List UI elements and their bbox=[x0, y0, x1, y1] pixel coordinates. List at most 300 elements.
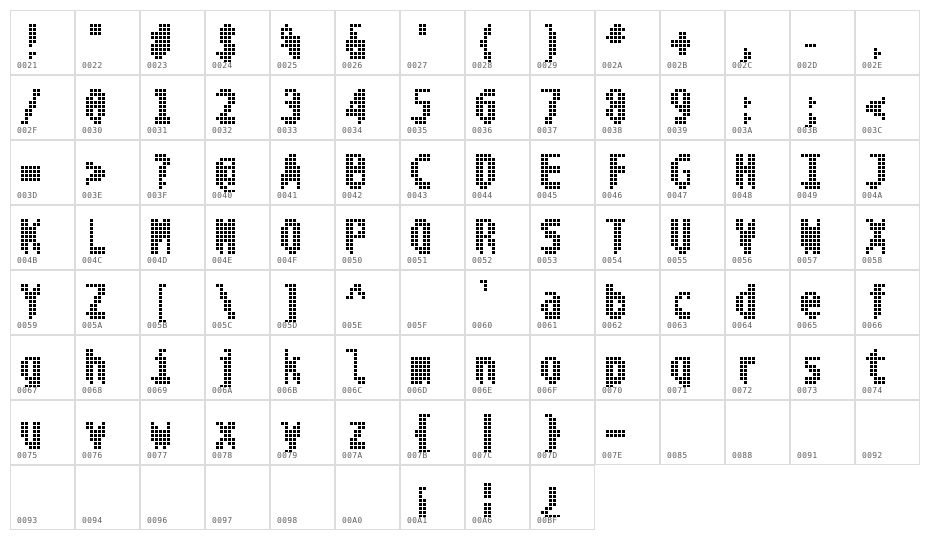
glyph-dot bbox=[293, 312, 296, 315]
glyph-dot bbox=[224, 235, 227, 238]
glyph-dot bbox=[610, 162, 613, 165]
glyph-codepoint: 0057 bbox=[797, 256, 818, 265]
glyph-dot bbox=[86, 365, 89, 368]
glyph-codepoint: 0024 bbox=[212, 61, 233, 70]
glyph-dot bbox=[480, 154, 483, 157]
glyph-dot bbox=[549, 101, 552, 104]
glyph-dot bbox=[549, 300, 552, 303]
glyph-dot bbox=[870, 353, 873, 356]
glyph-dot bbox=[423, 422, 426, 425]
glyph-dot bbox=[805, 243, 808, 246]
glyph-preview bbox=[145, 274, 175, 322]
glyph-dot bbox=[801, 300, 804, 303]
glyph-dot bbox=[480, 170, 483, 173]
glyph-dot bbox=[98, 113, 101, 116]
glyph-dot bbox=[870, 105, 873, 108]
glyph-dot bbox=[809, 101, 812, 104]
glyph-dot bbox=[346, 44, 349, 47]
glyph-dot bbox=[557, 369, 560, 372]
glyph-dot bbox=[683, 223, 686, 226]
glyph-dot bbox=[25, 170, 28, 173]
glyph-dot bbox=[293, 117, 296, 120]
glyph-dot bbox=[163, 349, 166, 352]
glyph-dot bbox=[220, 28, 223, 31]
glyph-dot bbox=[870, 101, 873, 104]
glyph-dot bbox=[102, 174, 105, 177]
glyph-dot bbox=[675, 97, 678, 100]
glyph-dot bbox=[809, 312, 812, 315]
glyph-preview bbox=[15, 274, 45, 322]
glyph-dot bbox=[228, 235, 231, 238]
glyph-dot bbox=[748, 361, 751, 364]
glyph-dot bbox=[740, 377, 743, 380]
glyph-dot bbox=[90, 422, 93, 425]
glyph-dot bbox=[675, 369, 678, 372]
glyph-dot bbox=[675, 247, 678, 250]
glyph-dot bbox=[224, 89, 227, 92]
glyph-dot bbox=[289, 308, 292, 311]
glyph-dot bbox=[813, 377, 816, 380]
glyph-dot bbox=[362, 170, 365, 173]
glyph-dot bbox=[736, 227, 739, 230]
glyph-dot bbox=[297, 56, 300, 59]
glyph-dot bbox=[744, 166, 747, 169]
glyph-dot bbox=[809, 227, 812, 230]
glyph-dot bbox=[870, 182, 873, 185]
glyph-dot bbox=[675, 178, 678, 181]
glyph-dot bbox=[228, 117, 231, 120]
glyph-dot bbox=[744, 105, 747, 108]
glyph-dot bbox=[606, 357, 609, 360]
glyph-dot bbox=[293, 44, 296, 47]
glyph-dot bbox=[817, 300, 820, 303]
glyph-dot bbox=[293, 154, 296, 157]
glyph-dot bbox=[488, 28, 491, 31]
glyph-dot bbox=[285, 284, 288, 287]
glyph-dot bbox=[809, 113, 812, 116]
glyph-dot bbox=[281, 186, 284, 189]
glyph-dot bbox=[874, 288, 877, 291]
glyph-dot bbox=[427, 182, 430, 185]
glyph-dot bbox=[346, 48, 349, 51]
glyph-dot bbox=[285, 219, 288, 222]
glyph-codepoint: 0078 bbox=[212, 451, 233, 460]
glyph-dot bbox=[679, 109, 682, 112]
glyph-dot bbox=[37, 442, 40, 445]
glyph-dot bbox=[297, 52, 300, 55]
glyph-dot bbox=[878, 377, 881, 380]
glyph-dot bbox=[358, 186, 361, 189]
glyph-cell bbox=[725, 400, 790, 465]
glyph-dot bbox=[675, 101, 678, 104]
glyph-dot bbox=[423, 227, 426, 230]
glyph-dot bbox=[102, 312, 105, 315]
glyph-codepoint: 007B bbox=[407, 451, 428, 460]
glyph-dot bbox=[102, 434, 105, 437]
glyph-dot bbox=[37, 223, 40, 226]
glyph-dot bbox=[683, 182, 686, 185]
glyph-dot bbox=[805, 231, 808, 234]
glyph-dot bbox=[801, 243, 804, 246]
glyph-dot bbox=[874, 113, 877, 116]
glyph-dot bbox=[610, 28, 613, 31]
glyph-dot bbox=[606, 93, 609, 96]
glyph-dot bbox=[740, 357, 743, 360]
glyph-dot bbox=[427, 369, 430, 372]
glyph-dot bbox=[610, 113, 613, 116]
glyph-dot bbox=[362, 446, 365, 449]
glyph-codepoint: 0028 bbox=[472, 61, 493, 70]
glyph-dot bbox=[882, 158, 885, 161]
glyph-dot bbox=[748, 227, 751, 230]
glyph-dot bbox=[813, 154, 816, 157]
glyph-dot bbox=[813, 296, 816, 299]
glyph-codepoint: 004C bbox=[82, 256, 103, 265]
glyph-dot bbox=[228, 48, 231, 51]
glyph-dot bbox=[159, 170, 162, 173]
glyph-preview bbox=[600, 79, 630, 127]
glyph-dot bbox=[545, 166, 548, 169]
glyph-dot bbox=[683, 381, 686, 384]
glyph-dot bbox=[553, 251, 556, 254]
glyph-dot bbox=[488, 495, 491, 498]
glyph-dot bbox=[740, 170, 743, 173]
glyph-dot bbox=[159, 288, 162, 291]
glyph-dot bbox=[297, 40, 300, 43]
glyph-dot bbox=[29, 28, 32, 31]
glyph-dot bbox=[415, 97, 418, 100]
glyph-dot bbox=[94, 300, 97, 303]
glyph-dot bbox=[220, 89, 223, 92]
glyph-dot bbox=[285, 369, 288, 372]
glyph-dot bbox=[159, 361, 162, 364]
glyph-dot bbox=[687, 369, 690, 372]
glyph-dot bbox=[736, 223, 739, 226]
glyph-dot bbox=[484, 235, 487, 238]
glyph-dot bbox=[86, 353, 89, 356]
glyph-dot bbox=[752, 158, 755, 161]
glyph-dot bbox=[289, 247, 292, 250]
glyph-dot bbox=[350, 239, 353, 242]
glyph-dot bbox=[216, 284, 219, 287]
glyph-dot bbox=[427, 113, 430, 116]
glyph-codepoint: 0036 bbox=[472, 126, 493, 135]
glyph-dot bbox=[614, 32, 617, 35]
glyph-dot bbox=[423, 158, 426, 161]
glyph-dot bbox=[167, 438, 170, 441]
glyph-dot bbox=[216, 446, 219, 449]
glyph-dot bbox=[675, 231, 678, 234]
glyph-cell bbox=[595, 75, 660, 140]
glyph-dot bbox=[285, 430, 288, 433]
glyph-dot bbox=[362, 231, 365, 234]
glyph-dot bbox=[427, 381, 430, 384]
glyph-dot bbox=[285, 426, 288, 429]
glyph-dot bbox=[346, 349, 349, 352]
glyph-dot bbox=[293, 369, 296, 372]
glyph-dot bbox=[358, 40, 361, 43]
glyph-dot bbox=[687, 239, 690, 242]
glyph-dot bbox=[98, 101, 101, 104]
glyph-dot bbox=[232, 170, 235, 173]
glyph-cell bbox=[10, 10, 75, 75]
glyph-dot bbox=[151, 426, 154, 429]
glyph-preview bbox=[795, 144, 825, 192]
glyph-dot bbox=[476, 182, 479, 185]
glyph-dot bbox=[545, 247, 548, 250]
glyph-dot bbox=[21, 178, 24, 181]
glyph-dot bbox=[285, 162, 288, 165]
glyph-dot bbox=[480, 113, 483, 116]
glyph-dot bbox=[228, 381, 231, 384]
glyph-dot bbox=[488, 109, 491, 112]
glyph-dot bbox=[476, 377, 479, 380]
glyph-codepoint: 006D bbox=[407, 386, 428, 395]
glyph-dot bbox=[687, 292, 690, 295]
glyph-dot bbox=[553, 186, 556, 189]
glyph-dot bbox=[419, 365, 422, 368]
glyph-dot bbox=[90, 32, 93, 35]
glyph-dot bbox=[882, 178, 885, 181]
glyph-dot bbox=[671, 223, 674, 226]
glyph-dot bbox=[155, 121, 158, 124]
glyph-dot bbox=[549, 438, 552, 441]
glyph-dot bbox=[549, 52, 552, 55]
glyph-dot bbox=[874, 349, 877, 352]
glyph-dot bbox=[419, 491, 422, 494]
glyph-dot bbox=[354, 154, 357, 157]
glyph-dot bbox=[736, 174, 739, 177]
glyph-dot bbox=[362, 381, 365, 384]
glyph-dot bbox=[419, 487, 422, 490]
glyph-dot bbox=[687, 40, 690, 43]
glyph-dot bbox=[488, 483, 491, 486]
glyph-preview bbox=[210, 404, 240, 452]
glyph-dot bbox=[813, 182, 816, 185]
glyph-dot bbox=[488, 52, 491, 55]
glyph-dot bbox=[744, 239, 747, 242]
glyph-preview bbox=[860, 79, 890, 127]
glyph-dot bbox=[488, 414, 491, 417]
glyph-codepoint: 0059 bbox=[17, 321, 38, 330]
glyph-dot bbox=[809, 105, 812, 108]
glyph-dot bbox=[228, 109, 231, 112]
glyph-dot bbox=[297, 178, 300, 181]
glyph-dot bbox=[411, 365, 414, 368]
glyph-dot bbox=[159, 40, 162, 43]
glyph-dot bbox=[94, 170, 97, 173]
glyph-dot bbox=[541, 308, 544, 311]
glyph-dot bbox=[622, 369, 625, 372]
glyph-cell bbox=[10, 270, 75, 335]
glyph-dot bbox=[675, 162, 678, 165]
glyph-dot bbox=[817, 251, 820, 254]
glyph-dot bbox=[163, 284, 166, 287]
glyph-preview bbox=[795, 14, 825, 62]
glyph-dot bbox=[744, 48, 747, 51]
glyph-dot bbox=[362, 113, 365, 116]
glyph-dot bbox=[37, 251, 40, 254]
glyph-dot bbox=[423, 434, 426, 437]
glyph-dot bbox=[813, 292, 816, 295]
glyph-dot bbox=[90, 219, 93, 222]
glyph-dot bbox=[293, 446, 296, 449]
glyph-dot bbox=[159, 121, 162, 124]
glyph-dot bbox=[293, 304, 296, 307]
glyph-dot bbox=[33, 426, 36, 429]
glyph-dot bbox=[232, 28, 235, 31]
glyph-dot bbox=[362, 101, 365, 104]
glyph-cell bbox=[270, 465, 335, 530]
glyph-dot bbox=[740, 365, 743, 368]
glyph-dot bbox=[98, 434, 101, 437]
glyph-dot bbox=[553, 377, 556, 380]
glyph-dot bbox=[809, 117, 812, 120]
glyph-dot bbox=[423, 507, 426, 510]
glyph-dot bbox=[293, 52, 296, 55]
glyph-dot bbox=[419, 430, 422, 433]
glyph-dot bbox=[805, 154, 808, 157]
glyph-dot bbox=[90, 105, 93, 108]
glyph-dot bbox=[33, 312, 36, 315]
glyph-dot bbox=[618, 36, 621, 39]
glyph-dot bbox=[90, 426, 93, 429]
glyph-dot bbox=[545, 162, 548, 165]
glyph-dot bbox=[362, 166, 365, 169]
glyph-dot bbox=[553, 93, 556, 96]
glyph-cell bbox=[595, 10, 660, 75]
glyph-dot bbox=[610, 105, 613, 108]
glyph-dot bbox=[297, 434, 300, 437]
glyph-dot bbox=[545, 231, 548, 234]
glyph-dot bbox=[549, 170, 552, 173]
glyph-codepoint: 004D bbox=[147, 256, 168, 265]
glyph-dot bbox=[874, 48, 877, 51]
glyph-dot bbox=[411, 170, 414, 173]
glyph-dot bbox=[228, 56, 231, 59]
glyph-dot bbox=[549, 48, 552, 51]
glyph-dot bbox=[346, 166, 349, 169]
glyph-dot bbox=[159, 308, 162, 311]
glyph-dot bbox=[748, 292, 751, 295]
glyph-dot bbox=[297, 166, 300, 169]
glyph-dot bbox=[354, 288, 357, 291]
glyph-preview bbox=[340, 404, 370, 452]
glyph-dot bbox=[683, 117, 686, 120]
glyph-dot bbox=[480, 381, 483, 384]
glyph-dot bbox=[622, 300, 625, 303]
glyph-dot bbox=[354, 113, 357, 116]
glyph-dot bbox=[98, 93, 101, 96]
glyph-dot bbox=[736, 166, 739, 169]
glyph-dot bbox=[671, 361, 674, 364]
glyph-dot bbox=[25, 357, 28, 360]
glyph-dot bbox=[752, 174, 755, 177]
glyph-dot bbox=[90, 178, 93, 181]
glyph-dot bbox=[151, 48, 154, 51]
glyph-dot bbox=[285, 422, 288, 425]
glyph-dot bbox=[224, 174, 227, 177]
glyph-dot bbox=[683, 40, 686, 43]
glyph-dot bbox=[285, 365, 288, 368]
glyph-dot bbox=[557, 300, 560, 303]
glyph-dot bbox=[618, 381, 621, 384]
glyph-dot bbox=[809, 231, 812, 234]
glyph-dot bbox=[878, 109, 881, 112]
glyph-dot bbox=[622, 296, 625, 299]
glyph-dot bbox=[220, 93, 223, 96]
glyph-dot bbox=[679, 247, 682, 250]
glyph-dot bbox=[484, 117, 487, 120]
glyph-dot bbox=[557, 97, 560, 100]
glyph-dot bbox=[224, 44, 227, 47]
glyph-dot bbox=[541, 158, 544, 161]
glyph-dot bbox=[752, 361, 755, 364]
glyph-dot bbox=[25, 243, 28, 246]
glyph-dot bbox=[870, 227, 873, 230]
glyph-dot bbox=[817, 296, 820, 299]
glyph-dot bbox=[232, 251, 235, 254]
glyph-dot bbox=[614, 154, 617, 157]
glyph-dot bbox=[354, 357, 357, 360]
glyph-dot bbox=[98, 178, 101, 181]
glyph-dot bbox=[553, 109, 556, 112]
glyph-dot bbox=[25, 227, 28, 230]
glyph-dot bbox=[354, 166, 357, 169]
glyph-dot bbox=[155, 223, 158, 226]
glyph-dot bbox=[90, 174, 93, 177]
glyph-dot bbox=[492, 158, 495, 161]
glyph-dot bbox=[216, 178, 219, 181]
glyph-dot bbox=[159, 296, 162, 299]
glyph-dot bbox=[549, 109, 552, 112]
glyph-dot bbox=[614, 223, 617, 226]
glyph-dot bbox=[679, 182, 682, 185]
glyph-dot bbox=[866, 109, 869, 112]
glyph-cell bbox=[855, 205, 920, 270]
glyph-dot bbox=[813, 316, 816, 319]
glyph-dot bbox=[358, 422, 361, 425]
glyph-dot bbox=[285, 349, 288, 352]
glyph-dot bbox=[163, 52, 166, 55]
glyph-dot bbox=[476, 227, 479, 230]
glyph-dot bbox=[683, 97, 686, 100]
glyph-dot bbox=[29, 316, 32, 319]
glyph-dot bbox=[159, 373, 162, 376]
glyph-dot bbox=[220, 182, 223, 185]
glyph-codepoint: 0091 bbox=[797, 451, 818, 460]
glyph-dot bbox=[557, 434, 560, 437]
glyph-dot bbox=[354, 97, 357, 100]
glyph-dot bbox=[423, 32, 426, 35]
glyph-codepoint: 004E bbox=[212, 256, 233, 265]
glyph-dot bbox=[21, 174, 24, 177]
glyph-dot bbox=[285, 247, 288, 250]
glyph-dot bbox=[427, 158, 430, 161]
glyph-cell bbox=[530, 140, 595, 205]
glyph-dot bbox=[748, 308, 751, 311]
glyph-dot bbox=[675, 235, 678, 238]
glyph-dot bbox=[683, 109, 686, 112]
glyph-dot bbox=[419, 422, 422, 425]
glyph-dot bbox=[33, 300, 36, 303]
glyph-codepoint: 006B bbox=[277, 386, 298, 395]
glyph-codepoint: 0038 bbox=[602, 126, 623, 135]
glyph-dot bbox=[224, 377, 227, 380]
glyph-codepoint: 007E bbox=[602, 451, 623, 460]
glyph-dot bbox=[423, 219, 426, 222]
glyph-dot bbox=[102, 288, 105, 291]
